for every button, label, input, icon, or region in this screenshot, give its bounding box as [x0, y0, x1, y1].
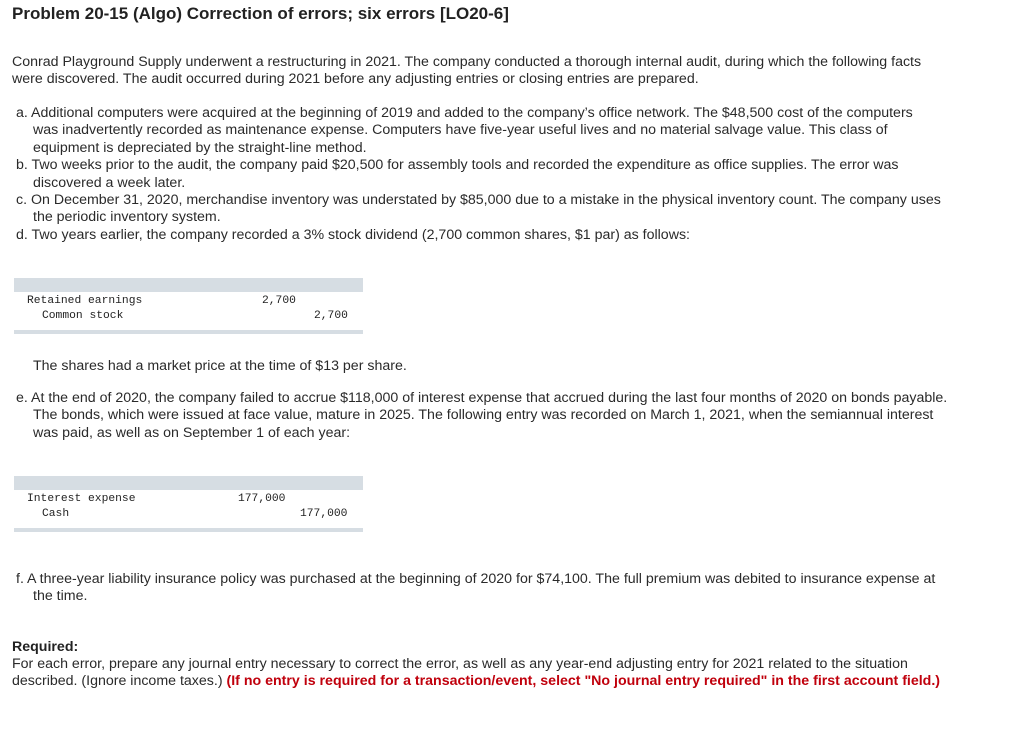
- fact-b: b. Two weeks prior to the audit, the company paid $20,500 for assembly tools and recorded the expenditure as office supplies. The error was discovered a week later.: [16, 157, 899, 191]
- fact-a: a. Additional computers were acquired at the beginning of 2019 and added to the company’s office network. The $48,500 cost of the computers was inadvertently recorded as maintenance expense. Computers have five-year useful lives and no material salvage value. This class of equipment is depreciated by the straight-line method.: [16, 105, 913, 156]
- debit-account: Retained earnings: [27, 295, 143, 307]
- fact-f: f. A three-year liability insurance policy was purchased at the beginning of 2020 for $74,100. The full premium was debited to insurance expense at the time.: [16, 571, 936, 605]
- fact-c: c. On December 31, 2020, merchandise inventory was understated by $85,000 due to a mistake in the physical inventory count. The company uses the periodic inventory system.: [16, 192, 941, 226]
- required-heading: Required:: [12, 639, 79, 655]
- required-instructions: [12, 656, 942, 691]
- fact-e: e. At the end of 2020, the company failed to accrue $118,000 of interest expense that accrued during the last four months of 2020 on bonds payable. The bonds, which were issued at face value, mature in 2025. The following entry was recorded on March 1, 2021, when the semiannual interest was paid, as well as on September 1 of each year:: [16, 390, 948, 441]
- fact-d: d. Two years earlier, the company recorded a 3% stock dividend (2,700 common shares, $1 par) as follows:: [16, 226, 690, 243]
- required-emphasis: (If no entry is required for a transaction/event, select "No journal entry required" in the first account field.): [226, 673, 941, 690]
- required-text: For each error, prepare any journal entry necessary to correct the error, as well as any year-end adjusting entry for 2021 related to the situation described. (Ignore income taxes.): [12, 656, 908, 690]
- credit-amount: 177,000: [300, 508, 348, 520]
- debit-amount: 177,000: [238, 493, 286, 505]
- credit-amount: 2,700: [314, 310, 348, 322]
- journal-header-bar: [14, 476, 363, 490]
- debit-amount: 2,700: [262, 295, 296, 307]
- stock-dividend-journal-entry: [14, 278, 363, 334]
- credit-account: Common stock: [42, 310, 124, 322]
- journal-header-bar: [14, 278, 363, 292]
- debit-account: Interest expense: [27, 493, 136, 505]
- intro-paragraph: Conrad Playground Supply underwent a restructuring in 2021. The company conducted a thorough internal audit, during which the following facts were discovered. The audit occurred during 2021 before any adjusting entries or closing entries are prepared.: [12, 54, 922, 87]
- facts-list: [16, 105, 941, 244]
- journal-footer-bar: [14, 528, 363, 532]
- problem-title: Problem 20-15 (Algo) Correction of errors; six errors [LO20-6]: [12, 4, 509, 23]
- market-price-note: The shares had a market price at the time of $13 per share.: [33, 358, 407, 374]
- credit-account: Cash: [42, 508, 70, 520]
- journal-footer-bar: [14, 330, 363, 334]
- interest-journal-entry: [14, 476, 363, 532]
